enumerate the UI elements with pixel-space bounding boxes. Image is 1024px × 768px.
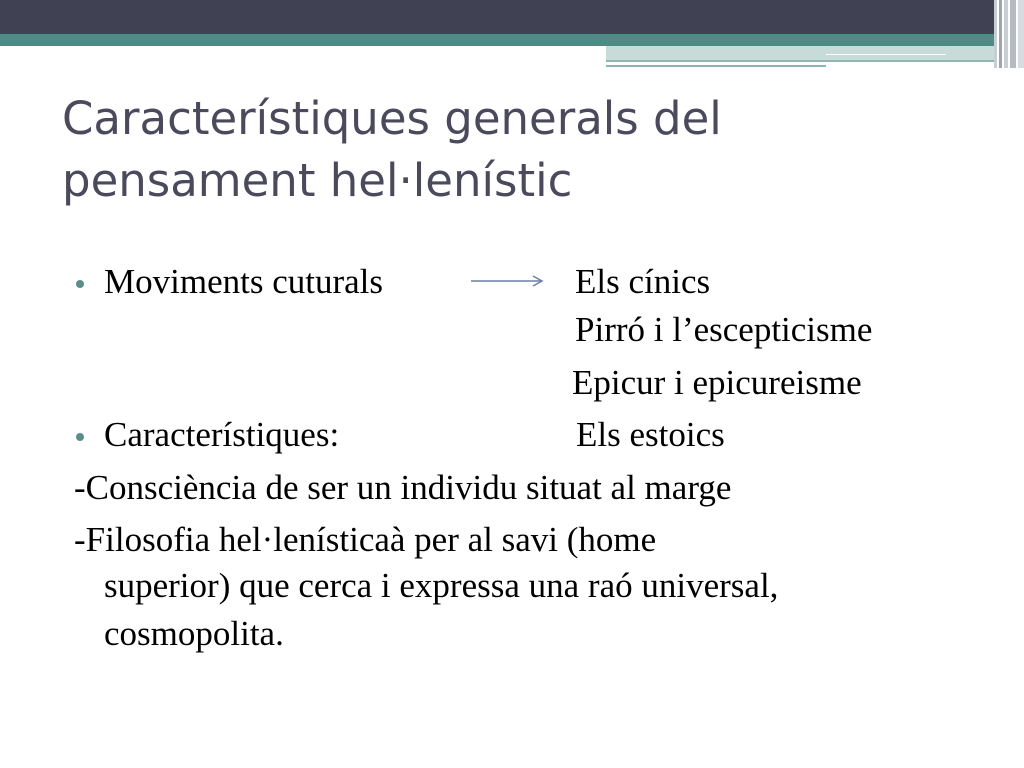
- header-light-band: [606, 46, 998, 60]
- bullet-caracteristiques-label: Característiques:: [104, 415, 340, 454]
- slide-title-line-2: pensament hel·lenístic: [62, 154, 573, 207]
- movement-item: Els estoics: [576, 415, 725, 454]
- slide-title-line-1: Característiques generals del: [62, 92, 722, 145]
- header-teal-band: [0, 34, 1024, 46]
- bullet-moviments-label: Moviments cuturals: [104, 262, 383, 301]
- header-corner-stripes: [994, 0, 1024, 68]
- arrow-right-icon: [470, 273, 545, 289]
- movement-item: Epicur i epicureisme: [572, 363, 862, 402]
- header-accent-line: [826, 54, 946, 55]
- slide-title: [62, 88, 962, 212]
- characteristic-item: -Consciència de ser un individu situat al marge: [74, 468, 732, 507]
- characteristic-item-continuation: cosmopolita.: [104, 614, 284, 653]
- header-accent-line: [606, 60, 998, 62]
- movement-item: Pirró i l’escepticisme: [575, 310, 873, 349]
- header-accent-line: [606, 65, 826, 67]
- movement-item: Els cínics: [575, 262, 711, 301]
- bullet-icon: [76, 433, 84, 441]
- bullet-icon: [76, 280, 84, 288]
- characteristic-item-continuation: superior) que cerca i expressa una raó universal,: [104, 566, 779, 605]
- header-dark-band: [0, 0, 1024, 34]
- characteristic-item: -Filosofia hel·lenísticaà per al savi (home: [74, 520, 657, 559]
